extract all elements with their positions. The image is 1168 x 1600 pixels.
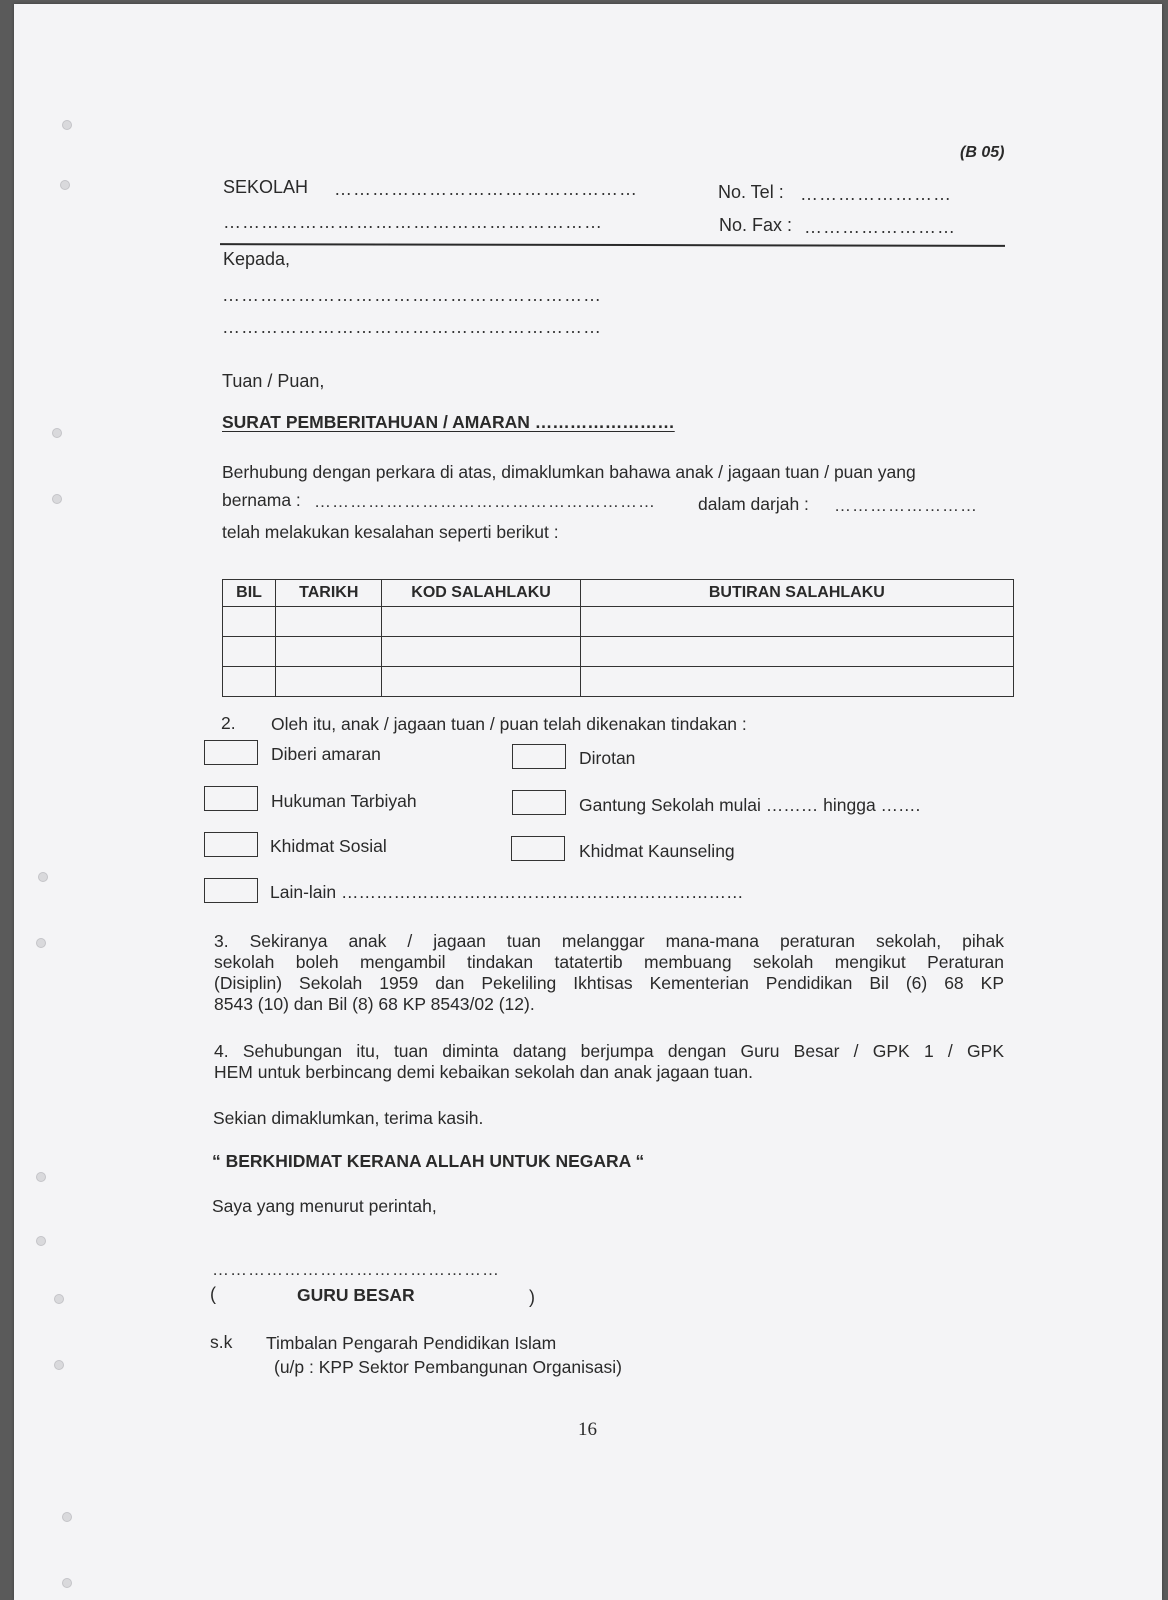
action-number: 2. — [221, 713, 236, 733]
punch-hole — [54, 1360, 64, 1370]
checkbox-hukuman-tarbiyah[interactable] — [204, 786, 258, 811]
punch-hole — [36, 1172, 46, 1182]
punch-hole — [36, 1236, 46, 1246]
paragraph-3-line: sekolah boleh mengambil tindakan tatatertib membuang sekolah mengikut Peraturan — [214, 952, 1004, 972]
checkbox-khidmat-sosial[interactable] — [204, 832, 258, 857]
document-page — [14, 4, 1162, 1600]
paragraph-4 — [214, 1041, 1004, 1083]
table-cell[interactable] — [382, 607, 580, 637]
cc-line-1: Timbalan Pengarah Pendidikan Islam — [266, 1333, 557, 1353]
table-cell[interactable] — [580, 637, 1013, 667]
table-cell[interactable] — [223, 607, 276, 637]
column-header: KOD SALAHLAKU — [382, 580, 580, 607]
cc-label: s.k — [210, 1332, 233, 1352]
table-cell[interactable] — [276, 637, 382, 667]
school-address-field: …………………………………………………… — [223, 212, 603, 232]
table-cell[interactable] — [580, 607, 1013, 637]
school-name-field: ………………………………………… — [334, 179, 638, 199]
fax-field: …………………… — [804, 217, 956, 237]
table-cell[interactable] — [382, 637, 580, 667]
option-khidmat-kaunseling: Khidmat Kaunseling — [579, 841, 735, 861]
table-header-row — [223, 580, 1014, 607]
table-cell[interactable] — [276, 607, 382, 637]
cc-line-2: (u/p : KPP Sektor Pembangunan Organisasi) — [274, 1357, 622, 1377]
option-diberi-amaran: Diberi amaran — [271, 744, 381, 764]
table-row — [223, 607, 1014, 637]
table-cell[interactable] — [382, 667, 580, 697]
table-cell[interactable] — [276, 667, 382, 697]
form-code: (B 05) — [960, 144, 1005, 161]
punch-hole — [54, 1294, 64, 1304]
option-hukuman-tarbiyah: Hukuman Tarbiyah — [271, 791, 417, 811]
page-number: 16 — [578, 1419, 597, 1440]
paragraph-3-line: 8543 (10) dan Bil (8) 68 KP 8543/02 (12). — [214, 994, 535, 1014]
paragraph-4-line: HEM untuk berbincang demi kebaikan sekolah dan anak jagaan tuan. — [214, 1062, 753, 1082]
signature-close-paren: ) — [529, 1287, 535, 1307]
column-header: BIL — [223, 580, 276, 607]
paragraph-3-line: 3. Sekiranya anak / jagaan tuan melanggar mana-mana peraturan sekolah, pihak — [214, 931, 1004, 951]
signature-line: ………………………………………… — [212, 1260, 500, 1279]
option-lain-lain: Lain-lain …………………………………………………………… — [270, 882, 744, 902]
salutation: Tuan / Puan, — [222, 371, 325, 391]
punch-hole — [36, 938, 46, 948]
paragraph-3-line: (Disiplin) Sekolah 1959 dan Pekeliling Ikhtisas Kementerian Pendidikan Bil (6) 68 KP — [214, 973, 1004, 993]
signature-title: GURU BESAR — [297, 1285, 415, 1305]
punch-hole — [52, 428, 62, 438]
fax-label: No. Fax : — [719, 215, 793, 235]
sign-off: Saya yang menurut perintah, — [212, 1196, 437, 1216]
tel-field: …………………… — [800, 184, 952, 204]
name-label: bernama : — [222, 490, 301, 510]
student-name-field: ………………………………………………… — [314, 492, 656, 511]
table-cell[interactable] — [223, 667, 276, 697]
table-row — [223, 667, 1014, 697]
punch-hole — [62, 120, 72, 130]
action-intro: Oleh itu, anak / jagaan tuan / puan telah dikenakan tindakan : — [271, 714, 747, 734]
checkbox-lain-lain[interactable] — [204, 878, 258, 903]
table-cell[interactable] — [223, 637, 276, 667]
class-label: dalam darjah : — [698, 494, 809, 514]
column-header: TARIKH — [276, 580, 382, 607]
school-label: SEKOLAH — [223, 177, 309, 197]
table-row — [223, 637, 1014, 667]
checkbox-diberi-amaran[interactable] — [204, 740, 258, 765]
table-cell[interactable] — [580, 667, 1013, 697]
offence-table — [222, 579, 1014, 697]
signature-open-paren: ( — [210, 1284, 216, 1304]
motto: “ BERKHIDMAT KERANA ALLAH UNTUK NEGARA “ — [212, 1151, 645, 1171]
class-field: …………………… — [834, 496, 978, 515]
header-divider — [220, 243, 1005, 247]
intro-line-3: telah melakukan kesalahan seperti berikut : — [222, 522, 559, 542]
checkbox-gantung-sekolah[interactable] — [512, 790, 566, 815]
paragraph-4-line: 4. Sehubungan itu, tuan diminta datang berjumpa dengan Guru Besar / GPK 1 / GPK — [214, 1041, 1004, 1061]
punch-hole — [62, 1512, 72, 1522]
checkbox-dirotan[interactable] — [512, 744, 566, 769]
option-dirotan: Dirotan — [579, 748, 636, 768]
option-gantung-sekolah: Gantung Sekolah mulai ……… hingga ……. — [579, 795, 921, 815]
recipient-line-1: …………………………………………………… — [222, 285, 602, 305]
paragraph-3 — [214, 931, 1004, 1015]
checkbox-khidmat-kaunseling[interactable] — [511, 836, 565, 861]
closing-line: Sekian dimaklumkan, terima kasih. — [213, 1108, 484, 1128]
punch-hole — [52, 494, 62, 504]
option-khidmat-sosial: Khidmat Sosial — [270, 836, 387, 856]
subject-heading: SURAT PEMBERITAHUAN / AMARAN …………………… — [222, 412, 675, 432]
punch-hole — [62, 1578, 72, 1588]
tel-label: No. Tel : — [718, 182, 784, 202]
recipient-line-2: …………………………………………………… — [222, 317, 602, 337]
punch-hole — [38, 872, 48, 882]
recipient-label: Kepada, — [223, 249, 291, 269]
punch-hole — [60, 180, 70, 190]
column-header: BUTIRAN SALAHLAKU — [580, 580, 1013, 607]
intro-line-1: Berhubung dengan perkara di atas, dimaklumkan bahawa anak / jagaan tuan / puan yang — [222, 462, 916, 482]
